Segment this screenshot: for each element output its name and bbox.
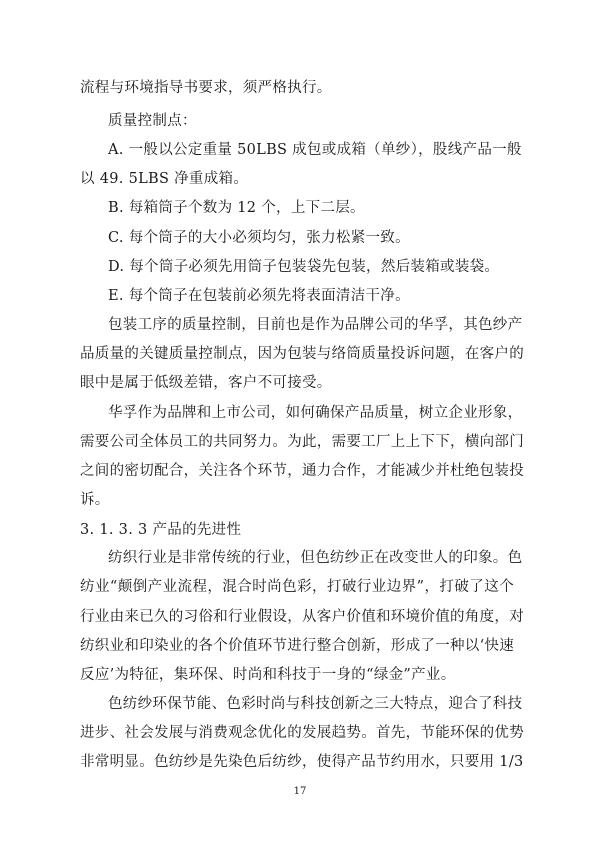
page-number: 17 — [293, 786, 307, 797]
text-line: 品质量的关键质量控制点，因为包装与络筒质量投诉问题，在客户的 — [80, 346, 524, 362]
text-line: D. 每个筒子必须先用筒子包装袋先包装，然后装箱或装袋。 — [108, 259, 500, 275]
text-line: 纺织行业是非常传统的行业，但色纺纱正在改变世人的印象。色 — [108, 550, 523, 566]
text-line: 纺织业和印染业的各个价值环节进行整合创新，形成了一种以‘快速 — [80, 638, 515, 654]
text-line: 包装工序的质量控制，目前也是作为品牌公司的华孚，其色纱产 — [108, 317, 523, 333]
text-line: E. 每个筒子在包装前必须先将表面清洁干净。 — [108, 288, 410, 304]
text-line: C. 每个筒子的大小必须均匀，张力松紧一致。 — [108, 230, 410, 246]
text-line: 非常明显。色纺纱是先染色后纺纱，使得产品节约用水，只要用 1/3 — [80, 754, 524, 770]
text-line: 以 49. 5LBS 净重成箱。 — [80, 171, 249, 187]
text-line: 反应’为特征，集环保、时尚和科技于一身的“绿金”产业。 — [80, 667, 456, 683]
text-line: 之间的密切配合，关注各个环节，通力合作，才能减少并杜绝包装投 — [80, 463, 524, 479]
text-line: 诉。 — [80, 492, 110, 508]
text-line: 行业由来已久的习俗和行业假设，从客户价值和环境价值的角度，对 — [80, 609, 524, 625]
text-line: 华孚作为品牌和上市公司，如何确保产品质量，树立企业形象， — [108, 405, 523, 421]
text-line: 质量控制点： — [108, 113, 197, 129]
text-line: 色纺纱环保节能、色彩时尚与科技创新之三大特点，迎合了科技 — [108, 696, 523, 712]
text-line: A. 一般以公定重量 50LBS 成包或成箱（单纱），股线产品一般 — [108, 142, 522, 158]
text-line: 纺业“颠倒产业流程，混合时尚色彩，打破行业边界”，打破了这个 — [80, 579, 514, 595]
text-line: 眼中是属于低级差错，客户不可接受。 — [80, 375, 332, 391]
text-line: 流程与环境指导书要求，须严格执行。 — [80, 80, 332, 96]
text-line: B. 每箱筒子个数为 12 个，上下二层。 — [108, 200, 365, 216]
text-line: 需要公司全体员工的共同努力。为此，需要工厂上上下下，横向部门 — [80, 434, 524, 450]
section-heading: 3. 1. 3. 3 产品的先进性 — [80, 522, 242, 538]
text-line: 进步、社会发展与消费观念优化的发展趋势。首先，节能环保的优势 — [80, 725, 524, 741]
